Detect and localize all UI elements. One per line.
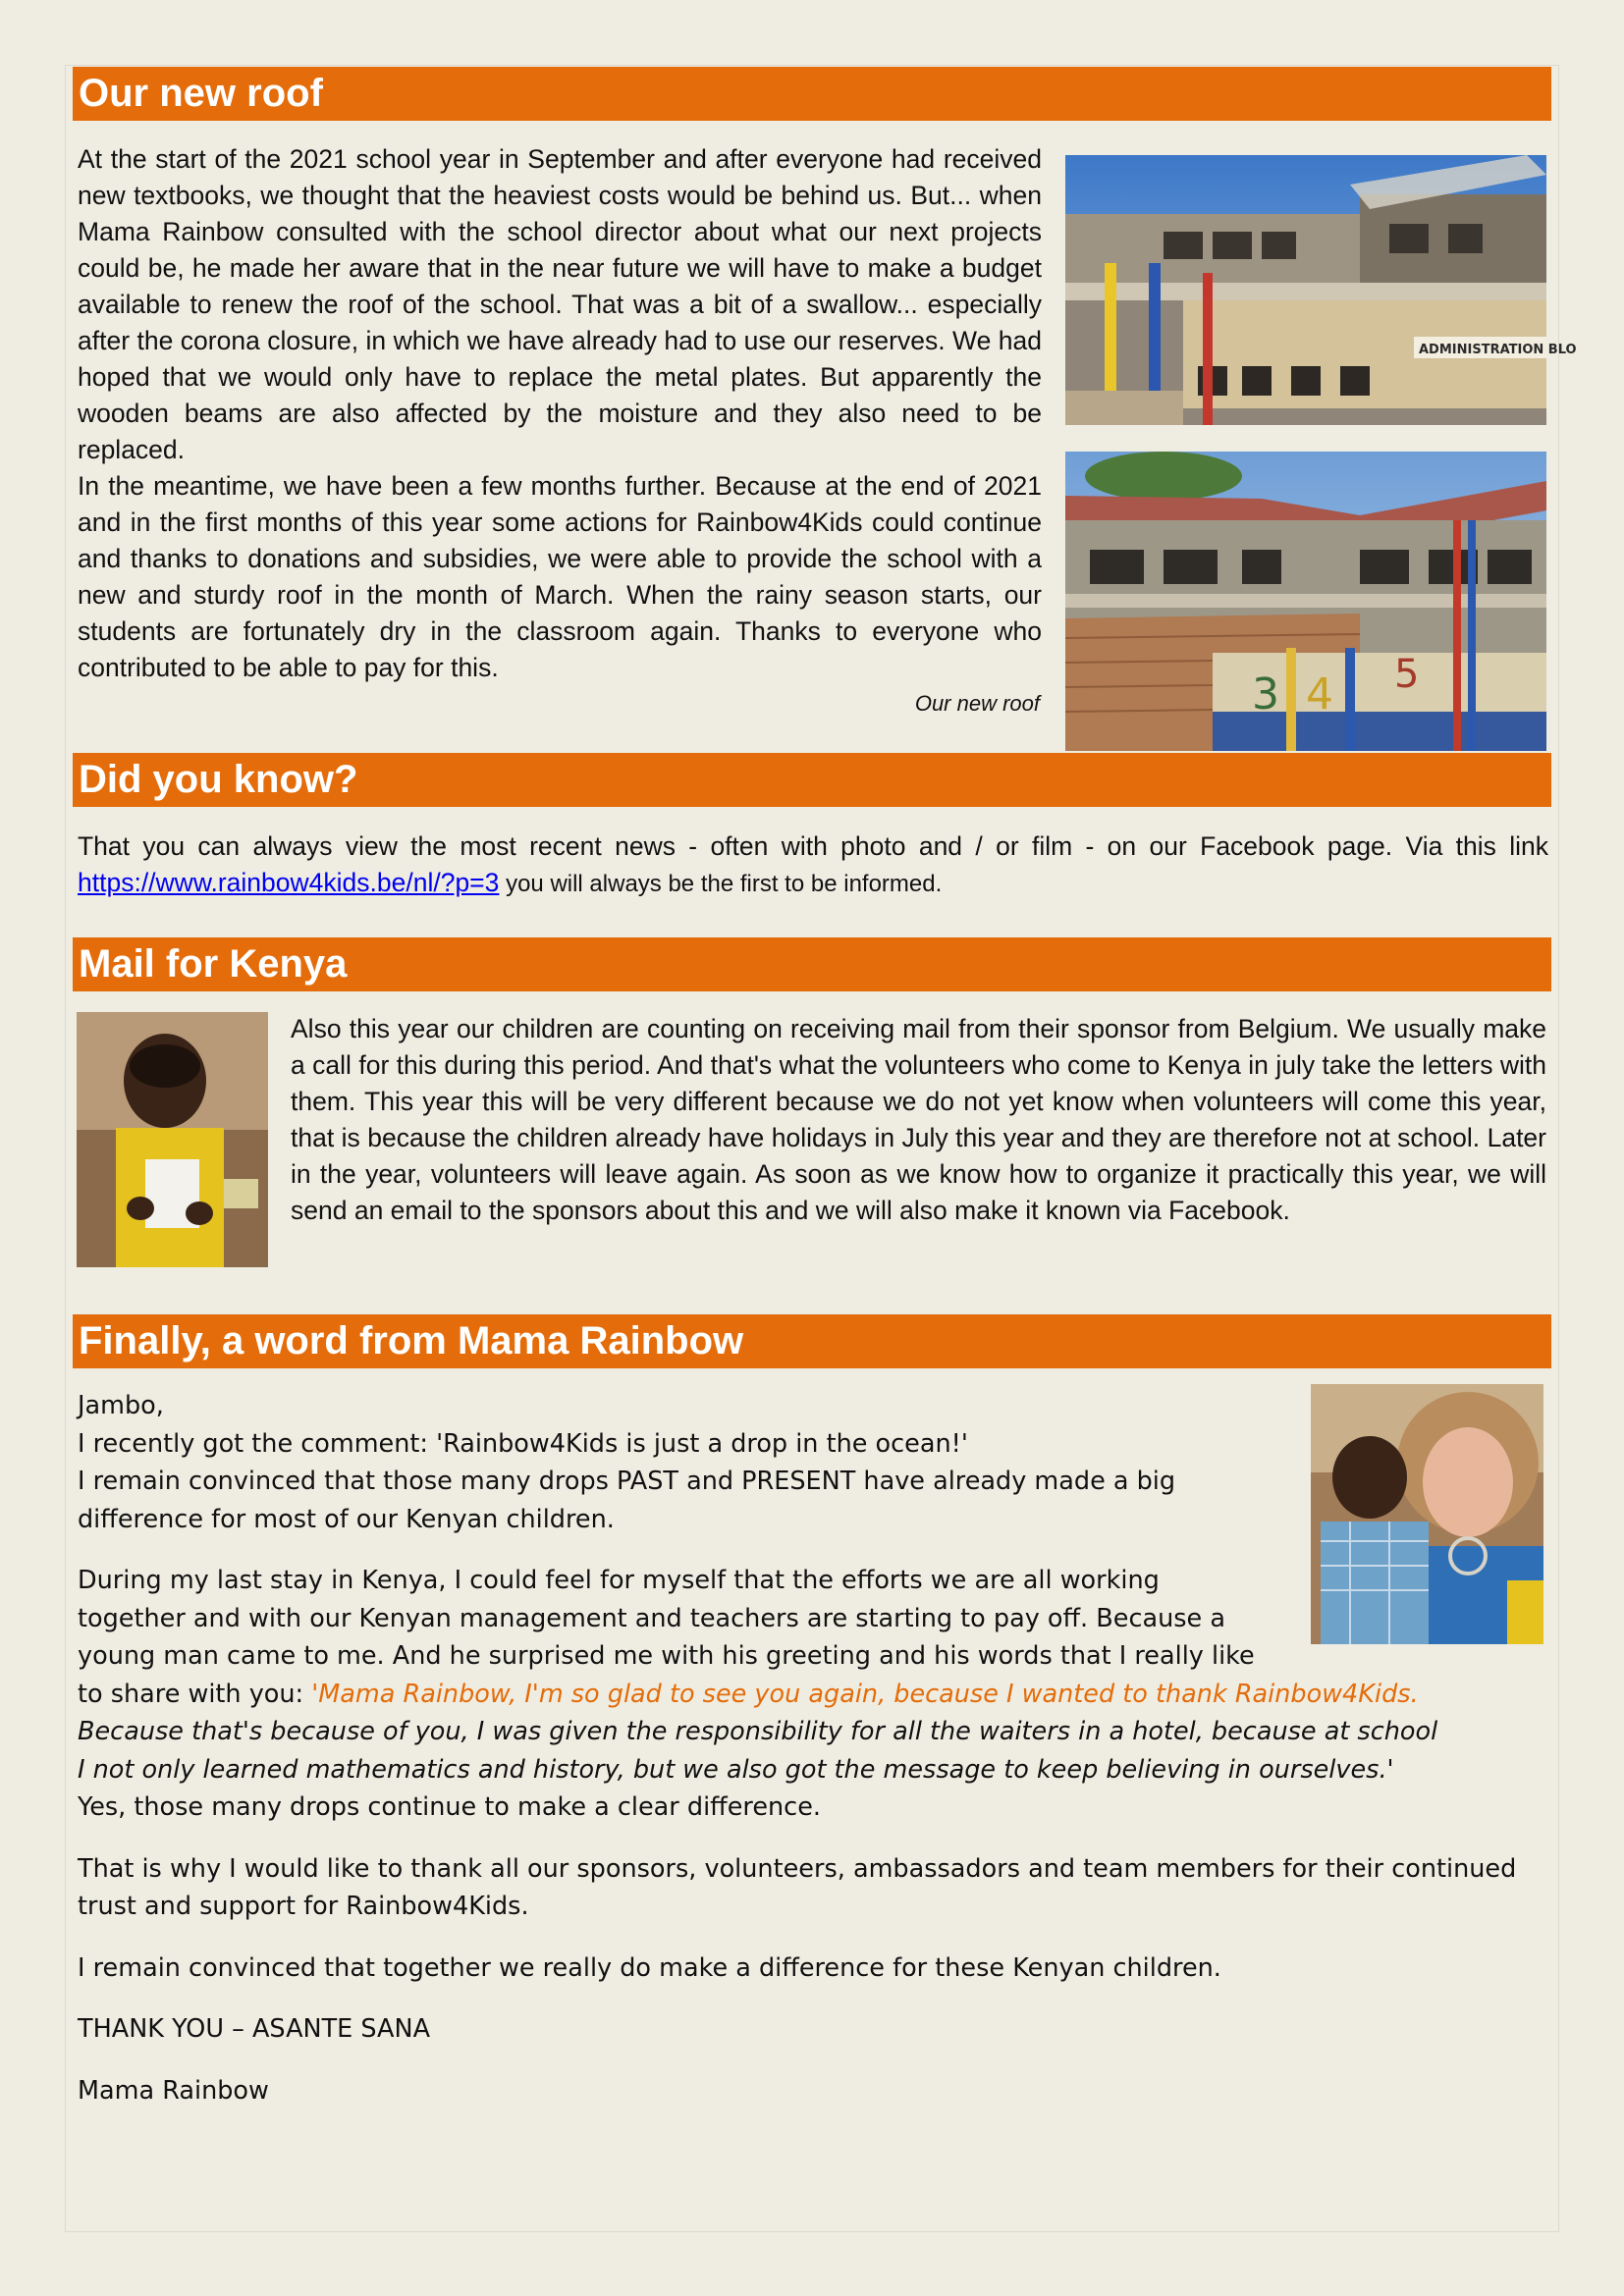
know-text-before: That you can always view the most recent news - often with photo and / or film - on our Facebook page. Via this link bbox=[78, 831, 1548, 861]
comment-line: I recently got the comment: 'Rainbow4Kids is just a drop in the ocean!' bbox=[78, 1428, 968, 1459]
greeting: Jambo, bbox=[78, 1391, 164, 1420]
young-man-quote: Because that's because of you, I was given the responsibility for all the waiters in a hotel, because at school bbox=[78, 1717, 1438, 1746]
know-text-after: you will always be the first to be informed. bbox=[499, 871, 943, 897]
svg-text:4: 4 bbox=[1306, 669, 1333, 720]
letter-line: During my last stay in Kenya, I could feel for myself that the efforts we are all working bbox=[78, 1566, 1160, 1595]
mama-rainbow-letter bbox=[78, 1387, 1541, 2109]
facebook-news-link[interactable]: https://www.rainbow4kids.be/nl/?p=3 bbox=[78, 868, 500, 897]
thank-you-line: THANK YOU – ASANTE SANA bbox=[78, 2014, 431, 2044]
roof-text bbox=[78, 141, 1042, 686]
letter-line: young man came to me. And he surprised me with his greeting and his words that I really like bbox=[78, 1641, 1255, 1671]
letter-line: I remain convinced that those many drops PAST and PRESENT have already made a big bbox=[78, 1467, 1176, 1496]
section-heading-mama: Finally, a word from Mama Rainbow bbox=[73, 1314, 1551, 1368]
mail-paragraph: Also this year our children are counting on receiving mail from their sponsor from Belgium. We usually make a call for this during this period. And that's what the volunteers who come to Kenya in july take the letters with them. This year this will be very different because we do not yet know when volunteers will come this year, that is because the children already have holidays in July this year and they are therefore not at school. Later in the year, volunteers will leave again. As soon as we know how to organize it practically this year, we will send an email to the sponsors about this and we will also make it known via Facebook. bbox=[291, 1014, 1546, 1225]
thanks-sponsors-paragraph: That is why I would like to thank all our sponsors, volunteers, ambassadors and team members for their continued trust and support for Rainbow4Kids. bbox=[78, 1853, 1517, 1921]
know-text bbox=[78, 828, 1548, 902]
roof-paragraph-2: In the meantime, we have been a few months further. Because at the end of 2021 and in the first months of this year some actions for Rainbow4Kids could continue and thanks to donations and subsidies, we were able to provide the school with a new and sturdy roof in the month of March. When the rainy season starts, our students are fortunately dry in the classroom again. Thanks to everyone who contributed to be able to pay for this. bbox=[78, 471, 1042, 682]
roof-photo-before bbox=[1065, 155, 1577, 425]
letter-line-with-quote bbox=[78, 1676, 1541, 1714]
letter-text: to share with you: bbox=[78, 1679, 312, 1709]
roof-photo-caption: Our new roof bbox=[914, 691, 1040, 716]
roof-sign-text: ADMINISTRATION BLO bbox=[1419, 343, 1577, 357]
young-man-quote: I not only learned mathematics and history, but we also got the message to keep believing in ourselves.' bbox=[78, 1754, 1394, 1785]
letter-line: Yes, those many drops continue to make a clear difference. bbox=[78, 1792, 821, 1822]
signature: Mama Rainbow bbox=[78, 2075, 269, 2106]
letter-line: together and with our Kenyan management and teachers are starting to pay off. Because a bbox=[78, 1603, 1225, 1633]
young-man-quote: 'Mama Rainbow, I'm so glad to see you again, because I wanted to thank Rainbow4Kids. bbox=[311, 1679, 1419, 1709]
closing-conviction: I remain convinced that together we really do make a difference for these Kenyan children. bbox=[78, 1952, 1221, 1983]
roof-paragraph-1: At the start of the 2021 school year in September and after everyone had received new textbooks, we thought that the heaviest costs would be behind us. But... when Mama Rainbow consulted with the school director about what our next projects could be, he made her aware that in the near future we will have to make a budget available to renew the roof of the school. That was a bit of a swallow... especially after the corona closure, in which we have already had to use our reserves. We had hoped that we would only have to replace the metal plates. But apparently the wooden beams are also affected by the moisture and they also need to be replaced. bbox=[78, 144, 1042, 464]
svg-text:5: 5 bbox=[1394, 652, 1420, 697]
letter-line: difference for most of our Kenyan children. bbox=[78, 1504, 615, 1534]
section-heading-mail: Mail for Kenya bbox=[73, 937, 1551, 991]
svg-text:3: 3 bbox=[1252, 669, 1279, 720]
section-heading-know: Did you know? bbox=[73, 753, 1551, 807]
roof-photo-after bbox=[1065, 452, 1546, 751]
child-with-letter-photo bbox=[77, 1012, 268, 1267]
section-heading-roof: Our new roof bbox=[73, 67, 1551, 121]
